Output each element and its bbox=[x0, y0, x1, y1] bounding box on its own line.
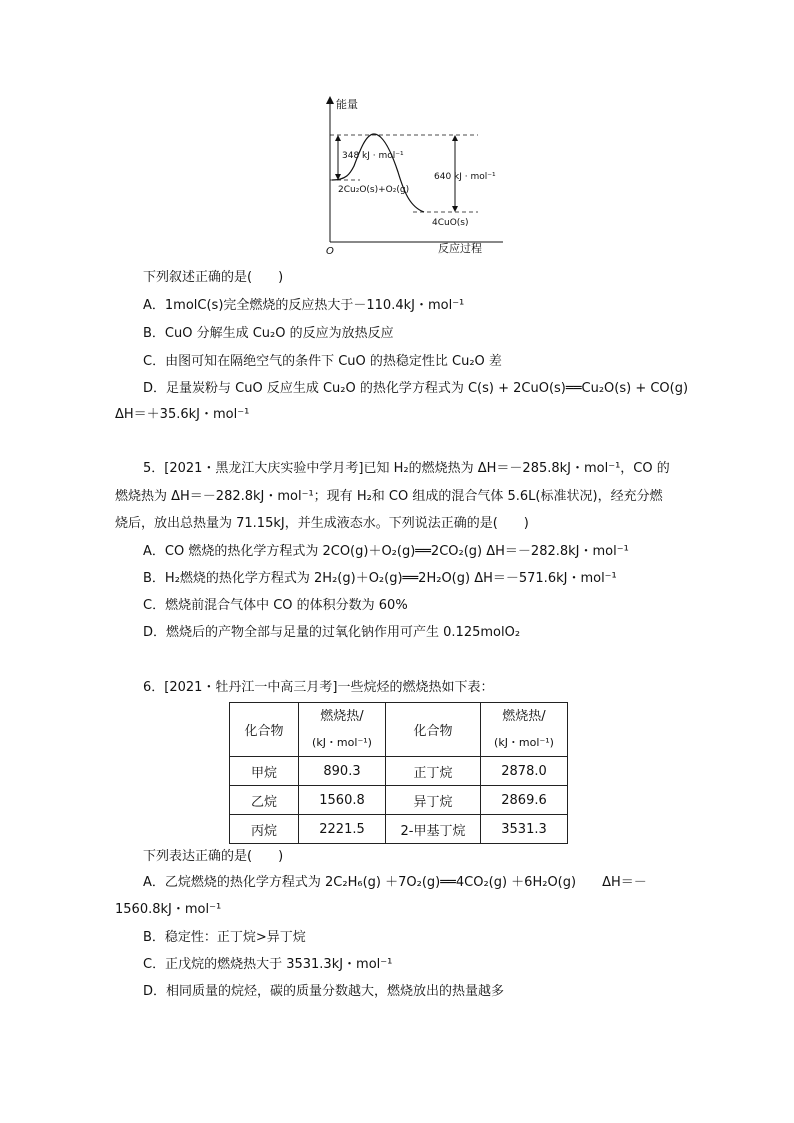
header-heat-2-line2: (kJ・mol⁻¹) bbox=[494, 735, 554, 749]
header-heat-2 bbox=[481, 703, 568, 757]
header-heat-1-line1: 燃烧热/ bbox=[320, 708, 364, 724]
q5-line-1: 5．[2021・黑龙江大庆实验中学月考]已知 H₂的燃烧热为 ΔH＝－285.8kJ・mol⁻¹，CO 的 bbox=[143, 461, 670, 476]
table-cell: 2878.0 bbox=[481, 757, 568, 786]
table-cell: 890.3 bbox=[299, 757, 386, 786]
q5-option-d: D．燃烧后的产物全部与足量的过氧化钠作用可产生 0.125molO₂ bbox=[143, 625, 521, 640]
q4-option-d: D．足量炭粉与 CuO 反应生成 Cu₂O 的热化学方程式为 C(s) + 2CuO(s)══Cu₂O(s) + CO(g) bbox=[143, 381, 689, 396]
q4-option-b: B．CuO 分解生成 Cu₂O 的反应为放热反应 bbox=[143, 326, 394, 341]
header-heat-2-line1: 燃烧热/ bbox=[502, 708, 546, 724]
q4-option-d-cont: ΔH＝＋35.6kJ・mol⁻¹ bbox=[115, 407, 250, 422]
q6-option-d: D．相同质量的烷烃，碳的质量分数越大，燃烧放出的热量越多 bbox=[143, 984, 505, 999]
label-product: 4CuO(s) bbox=[432, 218, 469, 228]
q4-stem: 下列叙述正确的是( ) bbox=[143, 270, 284, 285]
combustion-heat-table bbox=[229, 702, 568, 844]
origin-label: O bbox=[326, 246, 334, 257]
table-row bbox=[230, 786, 568, 815]
table-cell: 丙烷 bbox=[230, 815, 299, 844]
table-cell: 1560.8 bbox=[299, 786, 386, 815]
table-cell: 正丁烷 bbox=[386, 757, 481, 786]
q5-line-2: 燃烧热为 ΔH＝－282.8kJ・mol⁻¹；现有 H₂和 CO 组成的混合气体 5.6L(标准状况)，经充分燃 bbox=[115, 489, 663, 504]
q5-line-3: 烧后，放出总热量为 71.15kJ，并生成液态水。下列说法正确的是( ) bbox=[115, 516, 529, 531]
header-compound-2: 化合物 bbox=[386, 703, 481, 757]
header-heat-1-line2: (kJ・mol⁻¹) bbox=[312, 735, 372, 749]
table-cell: 2869.6 bbox=[481, 786, 568, 815]
q6-question: 下列表达正确的是( ) bbox=[143, 849, 284, 864]
table-cell: 2221.5 bbox=[299, 815, 386, 844]
q5-option-a: A．CO 燃烧的热化学方程式为 2CO(g)＋O₂(g)══2CO₂(g) ΔH＝－282.8kJ・mol⁻¹ bbox=[143, 544, 629, 559]
q6-option-b: B．稳定性：正丁烷>异丁烷 bbox=[143, 930, 306, 945]
q4-option-a: A．1molC(s)完全燃烧的反应热大于－110.4kJ・mol⁻¹ bbox=[143, 298, 465, 313]
table-row bbox=[230, 757, 568, 786]
table-cell: 3531.3 bbox=[481, 815, 568, 844]
q5-option-c: C．燃烧前混合气体中 CO 的体积分数为 60% bbox=[143, 598, 408, 613]
label-348: 348 kJ · mol⁻¹ bbox=[342, 151, 404, 161]
header-compound-1: 化合物 bbox=[230, 703, 299, 757]
table-cell: 异丁烷 bbox=[386, 786, 481, 815]
table-cell: 2-甲基丁烷 bbox=[386, 815, 481, 844]
label-640: 640 kJ · mol⁻¹ bbox=[434, 172, 496, 182]
table-cell: 甲烷 bbox=[230, 757, 299, 786]
table-header-row bbox=[230, 703, 568, 757]
q6-option-a: A．乙烷燃烧的热化学方程式为 2C₂H₆(g) ＋7O₂(g)══4CO₂(g) ＋6H₂O(g) ΔH＝－ bbox=[143, 875, 647, 890]
x-axis-label: 反应过程 bbox=[438, 242, 482, 255]
table-row bbox=[230, 815, 568, 844]
energy-curve bbox=[332, 134, 424, 212]
table-cell: 乙烷 bbox=[230, 786, 299, 815]
q4-option-c: C．由图可知在隔绝空气的条件下 CuO 的热稳定性比 Cu₂O 差 bbox=[143, 354, 502, 369]
label-reactant: 2Cu₂O(s)+O₂(g) bbox=[338, 185, 410, 195]
q6-stem: 6．[2021・牡丹江一中高三月考]一些烷烃的燃烧热如下表： bbox=[143, 680, 494, 695]
q6-option-a-cont: 1560.8kJ・mol⁻¹ bbox=[115, 902, 222, 917]
header-heat-1 bbox=[299, 703, 386, 757]
y-axis-label: 能量 bbox=[336, 98, 358, 111]
q6-option-c: C．正戊烷的燃烧热大于 3531.3kJ・mol⁻¹ bbox=[143, 957, 393, 972]
energy-diagram bbox=[318, 92, 508, 257]
q5-option-b: B．H₂燃烧的热化学方程式为 2H₂(g)＋O₂(g)══2H₂O(g) ΔH＝－571.6kJ・mol⁻¹ bbox=[143, 571, 617, 586]
